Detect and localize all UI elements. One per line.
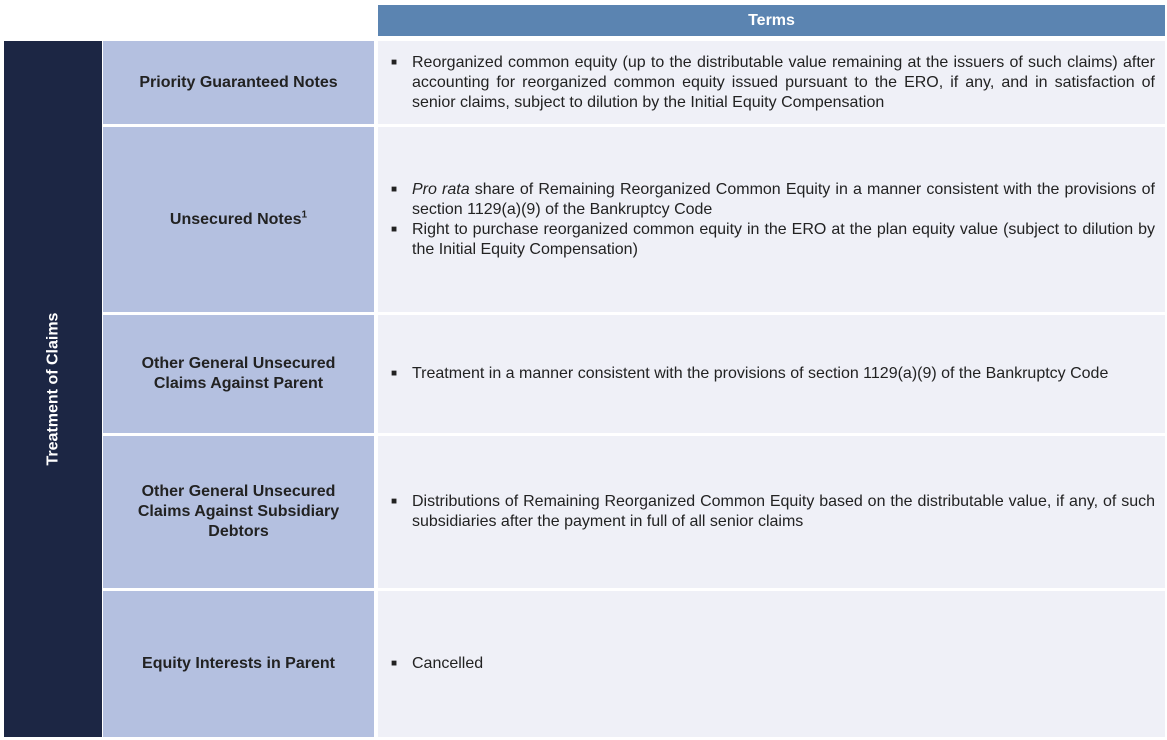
claim-class-name: Unsecured Notes: [169, 210, 302, 228]
square-bullet-icon: ■: [391, 56, 398, 68]
terms-bullet-text: Reorganized common equity (up to the distributable value remaining at the issuers of such claims) after accounting for reorganized common equity issued pursuant to the ERO, if any, and in satisfaction of senior claims, subject to dilution by the Initial Equity Compensation: [412, 53, 1155, 111]
terms-bullet-text: Distributions of Remaining Reorganized Common Equity based on the distributable value, if any, of such subsidiaries after the payment in full of all senior claims: [412, 493, 1155, 530]
terms-bullet: [390, 53, 1155, 113]
terms-bullet: [390, 180, 1155, 220]
terms-bullet-text-body: share of Remaining Reorganized Common Equity in a manner consistent with the provisions of section 1129(a)(9) of the Bankruptcy Code: [412, 180, 1155, 218]
footnote-marker: 1: [301, 209, 308, 221]
claim-class-label: [103, 436, 374, 588]
claim-class-label: [103, 127, 374, 312]
claim-terms-cell: [378, 436, 1165, 588]
claim-row-other-general-unsecured-subsidiary: [103, 436, 1165, 591]
treatment-of-claims-label: Treatment of Claims: [44, 312, 61, 466]
terms-bullet: [390, 220, 1155, 260]
claim-class-name: Other General Unsecured Claims Against Subsidiary Debtors: [137, 483, 340, 540]
terms-header-label: Terms: [748, 11, 795, 29]
terms-bullet: [390, 654, 1155, 674]
claim-terms-cell: [378, 591, 1165, 737]
claim-row-other-general-unsecured-parent: [103, 315, 1165, 436]
square-bullet-icon: ■: [391, 223, 398, 235]
square-bullet-icon: ■: [391, 496, 398, 507]
square-bullet-icon: ■: [391, 183, 398, 195]
terms-bullet-text: Treatment in a manner consistent with the provisions of section 1129(a)(9) of the Bankruptcy Code: [412, 365, 1109, 382]
terms-bullet-italic-prefix: Pro rata: [412, 180, 470, 198]
claim-class-label: [103, 315, 374, 433]
claim-class-label: [103, 41, 374, 124]
claim-class-name: Other General Unsecured Claims Against Parent: [141, 355, 336, 392]
terms-bullet-text: [412, 180, 1155, 220]
claim-class-name: Priority Guaranteed Notes: [139, 73, 338, 91]
claim-terms-cell: [378, 315, 1165, 433]
treatment-of-claims-band: [4, 41, 102, 737]
terms-bullet-text: Cancelled: [412, 655, 484, 672]
square-bullet-icon: ■: [391, 658, 398, 669]
claim-row-equity-interests-parent: [103, 591, 1165, 737]
terms-header: [378, 5, 1165, 36]
claim-class-name: Equity Interests in Parent: [142, 655, 335, 672]
claims-table: [103, 41, 1165, 737]
claim-class-label: [103, 591, 374, 737]
terms-bullet: [390, 364, 1155, 384]
terms-bullet-text: Right to purchase reorganized common equity in the ERO at the plan equity value (subject to dilution by the Initial Equity Compensation): [412, 220, 1155, 258]
claim-terms-cell: [378, 127, 1165, 312]
square-bullet-icon: ■: [391, 368, 398, 379]
terms-bullet: [390, 492, 1155, 532]
claim-terms-cell: [378, 41, 1165, 124]
claim-row-priority-guaranteed-notes: [103, 41, 1165, 127]
claim-row-unsecured-notes: [103, 127, 1165, 315]
